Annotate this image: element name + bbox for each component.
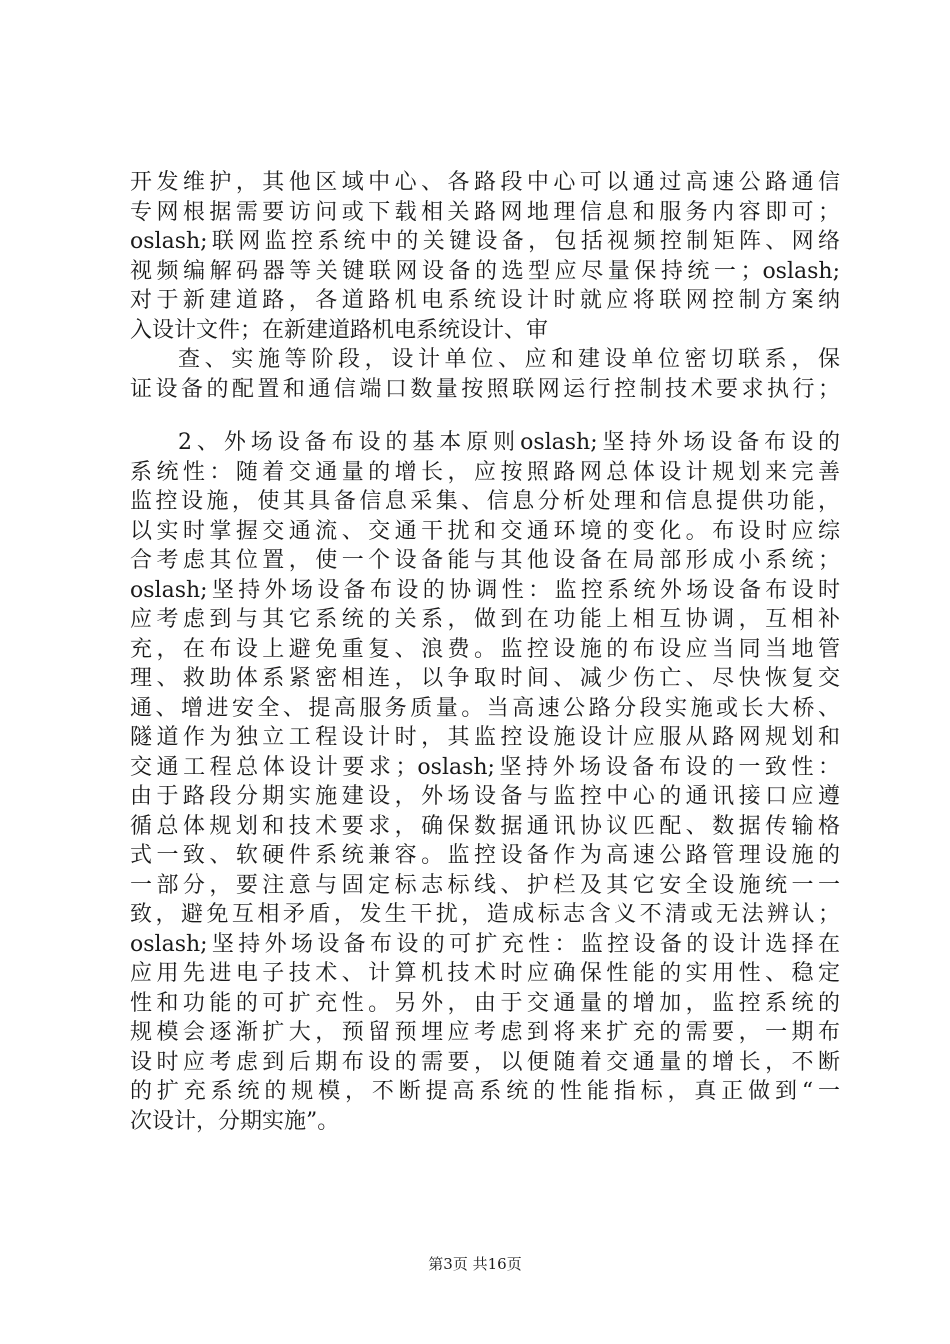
text-line: 专网根据需要访问或下载相关路网地理信息和服务内容即可； <box>130 199 840 225</box>
text-line: oslash;联网监控系统中的关键设备，包括视频控制矩阵、网络 <box>130 229 840 254</box>
text-line: 的扩充系统的规模，不断提高系统的性能指标，真正做到“一 <box>130 1079 840 1104</box>
text-line: 充，在布设上避免重复、浪费。监控设施的布设应当同当地管 <box>130 636 840 662</box>
text-line: 理、救助体系紧密相连，以争取时间、减少伤亡、尽快恢复交 <box>130 666 840 691</box>
text-line: 规模会逐渐扩大，预留预埋应考虑到将来扩充的需要，一期布 <box>130 1020 840 1045</box>
text-line: 应用先进电子技术、计算机技术时应确保性能的实用性、稳定 <box>130 961 840 986</box>
text-line: 2、外场设备布设的基本原则oslash;坚持外场设备布设的 <box>178 430 840 455</box>
text-line: 一部分，要注意与固定标志标线、护栏及其它安全设施统一一 <box>130 872 840 898</box>
text-line: 交通工程总体设计要求；oslash;坚持外场设备布设的一致性： <box>130 754 840 780</box>
paragraph-gap <box>130 404 840 428</box>
text-line: oslash;坚持外场设备布设的可扩充性：监控设备的设计选择在 <box>130 931 840 957</box>
text-line: 对于新建道路，各道路机电系统设计时就应将联网控制方案纳 <box>130 288 840 313</box>
text-line: 设时应考虑到后期布设的需要，以便随着交通量的增长，不断 <box>130 1049 840 1075</box>
text-line: 系统性：随着交通量的增长，应按照路网总体设计规划来完善 <box>130 459 840 485</box>
page-number-footer: 第3页 共16页 <box>428 1255 522 1273</box>
text-line: 隧道作为独立工程设计时，其监控设施设计应服从路网规划和 <box>130 725 840 750</box>
text-line: 开发维护，其他区域中心、各路段中心可以通过高速公路通信 <box>130 170 840 195</box>
text-line: 由于路段分期实施建设，外场设备与监控中心的通讯接口应遵 <box>130 784 840 809</box>
text-line: 视频编解码器等关键联网设备的选型应尽量保持统一；oslash; <box>130 258 840 284</box>
document-body <box>130 168 840 1136</box>
text-line: 入设计文件；在新建道路机电系统设计、审 <box>130 317 549 343</box>
text-line: 通、增进安全、提高服务质量。当高速公路分段实施或长大桥、 <box>130 695 840 721</box>
paragraph-3 <box>130 428 840 1136</box>
paragraph-2 <box>130 345 840 404</box>
text-line: 式一致、软硬件系统兼容。监控设备作为高速公路管理设施的 <box>130 843 840 868</box>
text-line: 次设计，分期实施”。 <box>130 1108 340 1134</box>
text-line: 应考虑到与其它系统的关系，做到在功能上相互协调，互相补 <box>130 607 840 632</box>
text-line: 证设备的配置和通信端口数量按照联网运行控制技术要求执行； <box>130 376 840 402</box>
text-line: 循总体规划和技术要求，确保数据通讯协议匹配、数据传输格 <box>130 813 840 839</box>
text-line: 查、实施等阶段，设计单位、应和建设单位密切联系，保 <box>178 347 840 372</box>
text-line: 监控设施，使其具备信息采集、信息分析处理和信息提供功能， <box>130 489 840 514</box>
text-line: oslash;坚持外场设备布设的协调性：监控系统外场设备布设时 <box>130 577 840 603</box>
text-line: 性和功能的可扩充性。另外，由于交通量的增加，监控系统的 <box>130 990 840 1016</box>
text-line: 致，避免互相矛盾，发生干扰，造成标志含义不清或无法辨认； <box>130 902 840 927</box>
text-line: 以实时掌握交通流、交通干扰和交通环境的变化。布设时应综 <box>130 518 840 544</box>
paragraph-1 <box>130 168 840 345</box>
text-line: 合考虑其位置，使一个设备能与其他设备在局部形成小系统； <box>130 548 840 573</box>
